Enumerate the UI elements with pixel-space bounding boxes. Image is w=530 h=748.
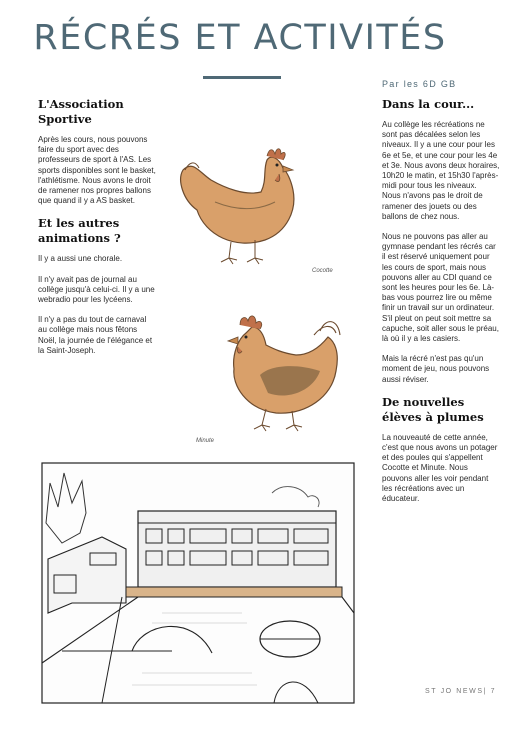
paragraph-chorale: Il y a aussi une chorale. — [38, 254, 123, 264]
title-underline — [203, 76, 281, 79]
hen-cocotte-icon — [181, 149, 294, 264]
paragraph-gymnase: Nous ne pouvons pas aller au gymnase pendant les récrés car il est réservé uniquement pour les cours de sport, mais nous pouvons aller au CDI quand ce sont les heures pour les 6e. Là-bas vous pourrez lire ou même finir un travail sur un ordinateur. — [382, 232, 496, 313]
page-footer: ST JO NEWS| 7 — [425, 688, 497, 695]
paragraph-journal: Il n'y avait pas de journal au collège jusqu'à celui-ci. Il y a une webradio pour les lycéens. — [38, 274, 155, 305]
paragraph-pluie: S'il pleut on peut soit mettre sa capuche, soit aller sous le préau, là où il y a les casiers. — [382, 313, 499, 344]
hen-cocotte-drawing — [175, 140, 315, 270]
caption-cocotte: Cocotte — [312, 268, 333, 274]
right-column — [382, 97, 500, 514]
schoolyard-drawing — [42, 463, 354, 703]
heading-nouvelles-eleves: De nouvelles élèves à plumes — [382, 394, 484, 424]
caption-minute: Minute — [196, 438, 215, 444]
heading-autres-animations: Et les autres animations ? — [38, 216, 121, 246]
byline: Par les 6D GB — [382, 79, 457, 89]
hen-minute-drawing — [210, 305, 350, 435]
paragraph-poules: La nouveauté de cette année, c'est que nous avons un potager et des poules qui s'appellent Cocotte et Minute. Nous pouvons aller les voir pendant les récréations avec un éducateur. — [382, 432, 498, 504]
paragraph-jouets: Nous n'avons pas le droit de ramener des jouets ou des ballons de chez nous. — [382, 191, 483, 221]
paragraph-carnaval: Il n'y a pas du tout de carnaval au collège mais nous fêtons Noël, la journée de l'élégance et la Saint-Joseph. — [38, 315, 153, 355]
paragraph-as: Après les cours, nous pouvons faire du sport avec des professeurs de sport à l'AS. Les sports disponibles sont le basket, l'athlétisme. Nous avons le droit de ramener nos propres ballons que quand il y a AS basket. — [38, 135, 156, 206]
heading-dans-la-cour: Dans la cour... — [382, 97, 475, 111]
heading-association-sportive: L'Association Sportive — [38, 97, 124, 126]
hen-minute-icon — [228, 316, 340, 431]
paragraph-reviser: Mais la récré n'est pas qu'un moment de jeu, nous pouvons aussi réviser. — [382, 354, 490, 384]
paragraph-recreations: Au collège les récréations ne sont pas décalées selon les niveaux. Il y a une cour pour les 6e et 5e, et une cour pour les 4e et 3e. Nous avons deux horaires, 10h20 le matin, et 15h30 l'après-midi pour tous les niveaux. — [382, 120, 500, 191]
page-title: RÉCRÉS ET ACTIVITÉS — [33, 18, 447, 58]
left-column — [38, 97, 156, 366]
